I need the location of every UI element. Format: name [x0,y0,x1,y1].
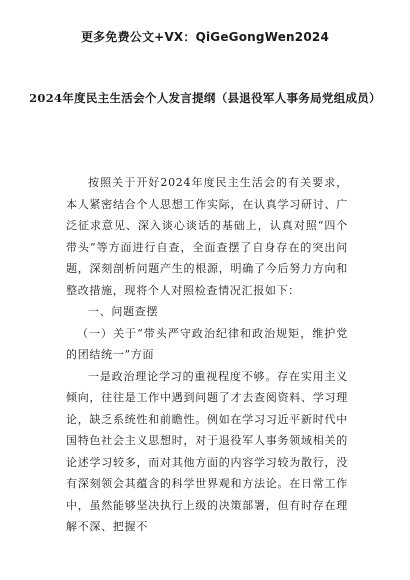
document-header: 更多免费公文+VX：QiGeGongWen2024 [80,30,329,44]
intro-paragraph: 按照关于开好2024年度民主生活会的有关要求，本人紧密结合个人思想工作实际，在认真学习研讨、广泛征求意见、深入谈心谈话的基础上，认真对照“四个带头”等方面进行自查，全面查摆了自身存在的突出问题，深刻剖析问题产生的根源，明确了今后努力方向和整改措施，现将个人对照检查情况汇报如下： [66,176,348,297]
subsection-heading: （一）关于“带头严守政治纪律和政治规矩，维护党的团结统一”方面 [66,326,348,361]
document-body [66,172,348,538]
document-title: 2024年度民主生活会个人发言提纲（县退役军人事务局党组成员） [29,91,381,105]
body-paragraph: 一是政治理论学习的重视程度不够。存在实用主义倾向，往往是工作中遇到问题了才去查阅资料、学习理论，缺乏系统性和前瞻性。例如在学习习近平新时代中国特色社会主义思想时，对于退役军人事务领域相关的论述学习较多，而对其他方面的内容学习较为散行，没有深刻领会其蕴含的科学世界观和方法论。在日常工作中，虽然能够坚决执行上级的决策部署，但有时存在理解不深、把握不 [66,369,348,533]
section-heading: 一、问题查摆 [88,305,159,318]
